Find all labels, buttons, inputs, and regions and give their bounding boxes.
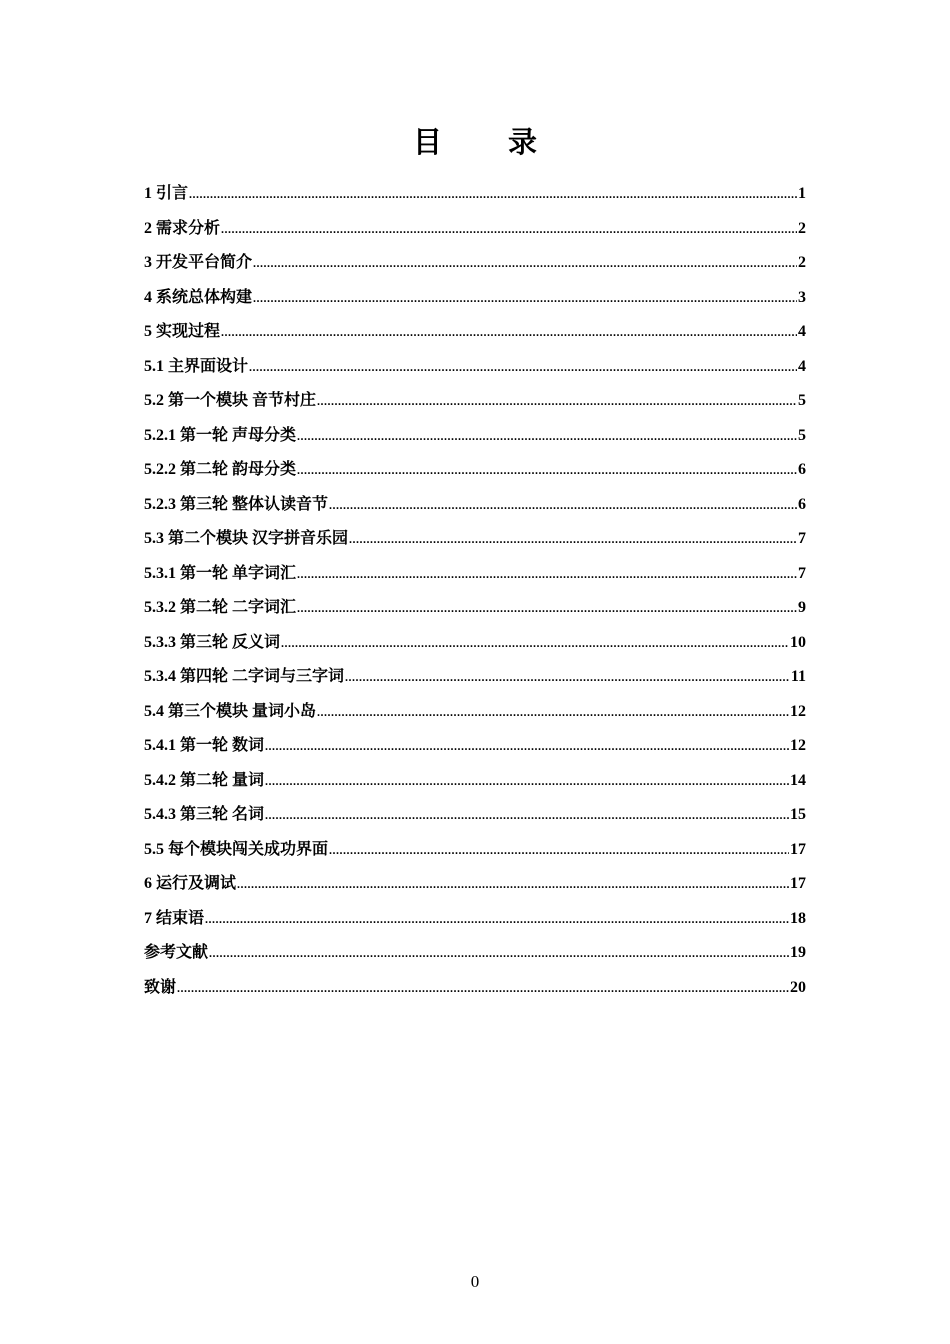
dot-leader xyxy=(209,940,789,966)
toc-entry-label: 5.3.4 第四轮 二字词与三字词 xyxy=(144,668,345,685)
toc-entry-page: 6 xyxy=(798,461,806,478)
toc-entry[interactable] xyxy=(144,423,806,458)
toc-entry[interactable] xyxy=(144,940,806,975)
toc-entry-page: 17 xyxy=(790,875,806,892)
toc-entry-page: 14 xyxy=(790,771,806,789)
toc-entry[interactable] xyxy=(144,733,806,768)
toc-entry-page: 4 xyxy=(798,323,806,340)
toc-entry[interactable] xyxy=(144,561,806,596)
dot-leader xyxy=(189,181,797,207)
dot-leader xyxy=(329,492,797,518)
toc-entry[interactable] xyxy=(144,975,806,1010)
dot-leader xyxy=(249,354,797,380)
toc-entry-label: 5.4 第三个模块 量词小岛 xyxy=(144,702,317,720)
toc-entry-page: 4 xyxy=(798,357,806,375)
toc-entry[interactable] xyxy=(144,354,806,389)
toc-entry[interactable] xyxy=(144,216,806,251)
toc-entry-page: 12 xyxy=(790,737,806,754)
toc-entry-label: 5.3 第二个模块 汉字拼音乐园 xyxy=(144,530,349,547)
toc-entry-page: 10 xyxy=(790,633,806,651)
toc-entry[interactable] xyxy=(144,388,806,423)
dot-leader xyxy=(221,216,797,242)
dot-leader xyxy=(297,561,797,587)
dot-leader xyxy=(265,733,789,759)
toc-entry-page: 19 xyxy=(790,944,806,961)
toc-entry-page: 11 xyxy=(790,668,806,685)
dot-leader xyxy=(265,802,789,828)
table-of-contents xyxy=(144,181,806,1009)
toc-entry-label: 5.2.2 第二轮 韵母分类 xyxy=(144,461,297,478)
toc-entry-label: 5.4.2 第二轮 量词 xyxy=(144,771,265,789)
toc-entry-page: 9 xyxy=(798,599,806,616)
toc-entry-label: 1 引言 xyxy=(144,185,189,202)
toc-entry[interactable] xyxy=(144,802,806,837)
page-number: 0 xyxy=(470,1272,480,1291)
toc-entry-label: 5.3.3 第三轮 反义词 xyxy=(144,633,281,651)
toc-entry[interactable] xyxy=(144,837,806,872)
toc-entry[interactable] xyxy=(144,768,806,803)
toc-entry-page: 12 xyxy=(790,702,806,720)
dot-leader xyxy=(297,595,797,621)
toc-entry-page: 2 xyxy=(798,219,806,237)
dot-leader xyxy=(281,630,789,656)
dot-leader xyxy=(317,699,789,725)
dot-leader xyxy=(297,457,797,483)
toc-entry[interactable] xyxy=(144,457,806,492)
toc-title: 目 录 xyxy=(412,125,566,159)
toc-entry-label: 5.2.3 第三轮 整体认读音节 xyxy=(144,495,329,513)
toc-entry-page: 20 xyxy=(790,978,806,996)
dot-leader xyxy=(177,975,789,1001)
toc-entry-page: 17 xyxy=(790,840,806,858)
toc-entry-page: 7 xyxy=(798,530,806,547)
toc-entry-label: 4 系统总体构建 xyxy=(144,288,253,306)
toc-entry-page: 5 xyxy=(798,426,806,444)
toc-entry-label: 致谢 xyxy=(144,978,177,996)
toc-entry[interactable] xyxy=(144,492,806,527)
toc-entry[interactable] xyxy=(144,181,806,216)
toc-entry-label: 5.3.2 第二轮 二字词汇 xyxy=(144,599,297,616)
dot-leader xyxy=(253,285,797,311)
toc-entry-label: 5.4.3 第三轮 名词 xyxy=(144,806,265,823)
toc-entry[interactable] xyxy=(144,319,806,354)
toc-entry[interactable] xyxy=(144,906,806,941)
toc-entry[interactable] xyxy=(144,285,806,320)
toc-entry-label: 5 实现过程 xyxy=(144,323,221,340)
toc-entry-label: 2 需求分析 xyxy=(144,219,221,237)
dot-leader xyxy=(349,526,797,552)
toc-entry-page: 1 xyxy=(798,185,806,202)
toc-entry-label: 5.2.1 第一轮 声母分类 xyxy=(144,426,297,444)
toc-entry-label: 3 开发平台简介 xyxy=(144,254,253,271)
dot-leader xyxy=(297,423,797,449)
toc-entry-label: 7 结束语 xyxy=(144,909,205,927)
toc-entry-page: 18 xyxy=(790,909,806,927)
toc-entry-label: 5.3.1 第一轮 单字词汇 xyxy=(144,564,297,582)
toc-entry-label: 5.4.1 第一轮 数词 xyxy=(144,737,265,754)
dot-leader xyxy=(265,768,789,794)
dot-leader xyxy=(205,906,789,932)
toc-entry-page: 6 xyxy=(798,495,806,513)
toc-entry[interactable] xyxy=(144,699,806,734)
toc-entry[interactable] xyxy=(144,595,806,630)
dot-leader xyxy=(253,250,797,276)
toc-entry-page: 5 xyxy=(798,392,806,409)
dot-leader xyxy=(317,388,797,414)
toc-entry-label: 5.2 第一个模块 音节村庄 xyxy=(144,392,317,409)
toc-entry-page: 3 xyxy=(798,288,806,306)
toc-entry[interactable] xyxy=(144,250,806,285)
toc-entry-page: 2 xyxy=(798,254,806,271)
toc-entry-label: 5.5 每个模块闯关成功界面 xyxy=(144,840,329,858)
dot-leader xyxy=(345,664,790,690)
toc-entry-label: 5.1 主界面设计 xyxy=(144,357,249,375)
toc-entry-page: 15 xyxy=(790,806,806,823)
toc-entry-label: 6 运行及调试 xyxy=(144,875,237,892)
toc-entry-label: 参考文献 xyxy=(144,944,209,961)
toc-entry[interactable] xyxy=(144,871,806,906)
dot-leader xyxy=(221,319,797,345)
toc-entry[interactable] xyxy=(144,664,806,699)
dot-leader xyxy=(237,871,789,897)
toc-entry-page: 7 xyxy=(798,564,806,582)
dot-leader xyxy=(329,837,789,863)
toc-entry[interactable] xyxy=(144,630,806,665)
toc-entry[interactable] xyxy=(144,526,806,561)
